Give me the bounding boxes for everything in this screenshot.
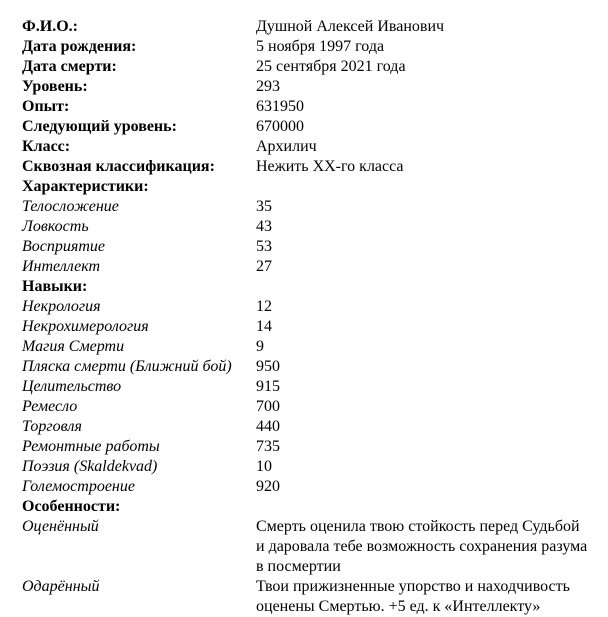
- trait-name: Одарённый: [22, 578, 100, 595]
- field-row-fio: [22, 17, 590, 37]
- field-label: Дата смерти:: [22, 58, 117, 75]
- field-label: Уровень:: [22, 78, 88, 95]
- skill-value: 10: [256, 458, 272, 475]
- stat-value: 35: [256, 198, 272, 215]
- field-value: 631950: [256, 98, 304, 115]
- skill-row-repair: [22, 437, 590, 457]
- trait-description: Твои прижизненные упорство и находчивость оценены Смертью. +5 ед. к «Интеллекту»: [256, 578, 570, 615]
- skill-value: 735: [256, 438, 280, 455]
- section-title-traits: [22, 497, 590, 517]
- section-title: Характеристики:: [22, 178, 149, 195]
- field-value: Нежить XX-го класса: [256, 158, 404, 175]
- stat-name: Интеллект: [22, 258, 101, 275]
- field-row-level: [22, 77, 590, 97]
- trait-row-appraised: [22, 517, 590, 577]
- stat-row-agility: [22, 217, 590, 237]
- skill-row-necrochimerology: [22, 317, 590, 337]
- stat-value: 43: [256, 218, 272, 235]
- field-label: Ф.И.О.:: [22, 18, 78, 35]
- skill-value: 920: [256, 478, 280, 495]
- field-row-birth-date: [22, 37, 590, 57]
- stat-row-constitution: [22, 197, 590, 217]
- field-row-experience: [22, 97, 590, 117]
- field-label: Сквозная классификация:: [22, 158, 215, 175]
- section-title: Особенности:: [22, 498, 121, 515]
- stat-name: Ловкость: [22, 218, 89, 235]
- skill-row-death-magic: [22, 337, 590, 357]
- field-label: Опыт:: [22, 98, 70, 115]
- skill-name: Некрохимерология: [22, 318, 149, 335]
- stat-name: Восприятие: [22, 238, 105, 255]
- skill-row-crafting: [22, 397, 590, 417]
- skill-name: Ремесло: [22, 398, 78, 415]
- skill-row-healing: [22, 377, 590, 397]
- skill-value: 14: [256, 318, 272, 335]
- section-title-characteristics: [22, 177, 590, 197]
- skill-row-golem-building: [22, 477, 590, 497]
- field-label: Дата рождения:: [22, 38, 137, 55]
- field-value: 25 сентября 2021 года: [256, 58, 406, 75]
- skill-name: Целительство: [22, 378, 122, 395]
- skill-value: 9: [256, 338, 264, 355]
- field-row-death-date: [22, 57, 590, 77]
- field-row-next-level: [22, 117, 590, 137]
- section-title-skills: [22, 277, 590, 297]
- skill-name: Пляска смерти (Ближний бой): [22, 358, 232, 375]
- skill-name: Поэзия (Skaldekvad): [22, 458, 158, 475]
- stat-row-intellect: [22, 257, 590, 277]
- field-label: Класс:: [22, 138, 71, 155]
- skill-name: Ремонтные работы: [22, 438, 160, 455]
- stat-name: Телосложение: [22, 198, 119, 215]
- field-row-class: [22, 137, 590, 157]
- stat-row-perception: [22, 237, 590, 257]
- stat-value: 27: [256, 258, 272, 275]
- field-value: 293: [256, 78, 280, 95]
- section-title: Навыки:: [22, 278, 88, 295]
- skill-value: 700: [256, 398, 280, 415]
- field-label: Следующий уровень:: [22, 118, 177, 135]
- skill-row-trading: [22, 417, 590, 437]
- skill-row-necrology: [22, 297, 590, 317]
- trait-name: Оценённый: [22, 518, 99, 535]
- stat-value: 53: [256, 238, 272, 255]
- skill-value: 915: [256, 378, 280, 395]
- skill-value: 440: [256, 418, 280, 435]
- trait-row-gifted: [22, 577, 590, 617]
- field-value: 670000: [256, 118, 304, 135]
- field-value: 5 ноября 1997 года: [256, 38, 385, 55]
- skill-name: Некрология: [22, 298, 101, 315]
- skill-name: Големостроение: [22, 478, 135, 495]
- field-value: Душной Алексей Иванович: [256, 18, 445, 35]
- skill-name: Магия Смерти: [22, 338, 125, 355]
- skill-row-poetry: [22, 457, 590, 477]
- skill-value: 950: [256, 358, 280, 375]
- skill-value: 12: [256, 298, 272, 315]
- skill-name: Торговля: [22, 418, 82, 435]
- field-value: Архилич: [256, 138, 317, 155]
- skill-row-death-dance: [22, 357, 590, 377]
- trait-description: Смерть оценила твою стойкость перед Судьбой и даровала тебе возможность сохранения разума в посмертии: [256, 518, 588, 575]
- field-row-classification: [22, 157, 590, 177]
